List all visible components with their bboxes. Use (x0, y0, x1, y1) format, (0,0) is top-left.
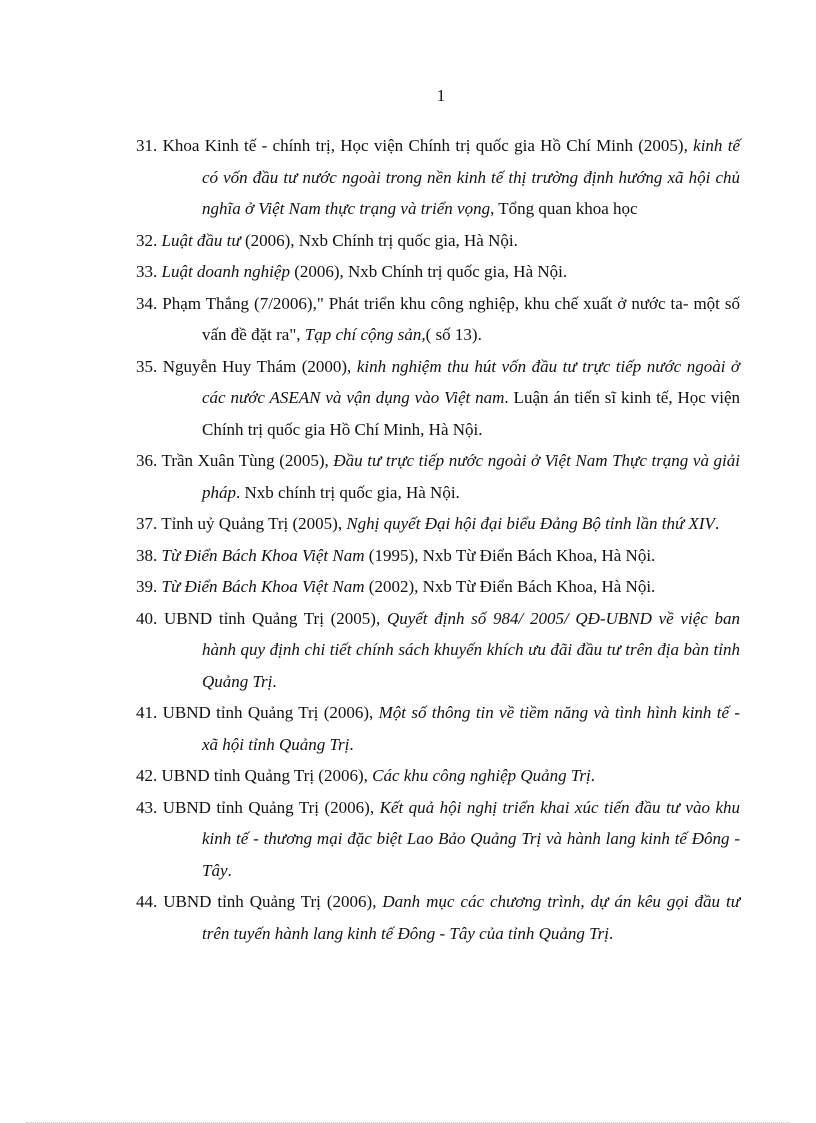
reference-text: UBND tỉnh Quảng Trị (2005), (163, 608, 387, 628)
reference-list (136, 130, 740, 949)
reference-text: . Nxb chính trị quốc gia, Hà Nội. (236, 482, 460, 502)
reference-text: (2006), Nxb Chính trị quốc gia, Hà Nội. (240, 230, 518, 250)
reference-title: Nghị quyết Đại hội đại biểu Đảng Bộ tỉnh lần thứ XIV (346, 514, 715, 533)
reference-title: Tạp chí cộng sản, (304, 325, 426, 344)
reference-text: . (714, 514, 720, 533)
reference-text: UBND tỉnh Quảng Trị (2006), (163, 892, 383, 911)
reference-text: . Luận án tiến sĩ kinh tế, Học viện Chính trị quốc gia Hồ Chí Minh, Hà Nội. (202, 388, 740, 439)
reference-item (136, 571, 740, 603)
reference-text: . (590, 766, 596, 785)
reference-number: 35. (136, 356, 158, 376)
reference-text: (1995), Nxb Từ Điển Bách Khoa, Hà Nội. (364, 545, 656, 565)
reference-item (136, 697, 740, 760)
reference-item (136, 288, 740, 351)
reference-number: 37. (136, 514, 158, 533)
reference-text: . (272, 671, 277, 691)
reference-item (136, 225, 740, 257)
reference-number: 38. (136, 545, 158, 565)
reference-title: Đầu tư trực tiếp nước ngoài ở Việt Nam Thực trạng và giải pháp (202, 451, 740, 502)
reference-item (136, 540, 740, 572)
reference-number: 41. (136, 703, 158, 722)
reference-text: UBND tỉnh Quảng Trị (2006), (161, 766, 373, 785)
reference-number: 43. (136, 797, 158, 817)
reference-title: Danh mục các chương trình, dự án kêu gọi đầu tư trên tuyến hành lang kinh tế Đông - Tây của tỉnh Quảng Trị (202, 892, 740, 943)
reference-item (136, 886, 740, 949)
reference-number: 31. (136, 136, 158, 155)
reference-text: . (349, 734, 354, 754)
reference-title: Kết quả hội nghị triển khai xúc tiến đầu tư vào khu kinh tế - thương mại đặc biệt Lao Bảo Quảng Trị và hành lang kinh tế Đông - Tây (202, 797, 741, 880)
reference-number: 42. (136, 766, 158, 785)
reference-title: Luật doanh nghiệp (161, 262, 290, 281)
reference-title: Luật đầu tư (161, 230, 241, 250)
reference-number: 34. (136, 293, 158, 313)
reference-title: Quyết định số 984/ 2005/ QĐ-UBND về việc ban hành quy định chi tiết chính sách khuyến khích ưu đãi đầu tư trên địa bàn tỉnh Quảng Trị (202, 608, 740, 691)
reference-title: kinh nghiệm thu hút vốn đầu tư trực tiếp nước ngoài ở các nước ASEAN và vận dụng vào Việt nam (202, 356, 741, 407)
reference-text: Phạm Thắng (7/2006)," Phát triển khu công nghiệp, khu chế xuất ở nước ta- một số vấn đề đặt ra", (162, 293, 740, 344)
reference-text: Tỉnh uỷ Quảng Trị (2005), (161, 514, 347, 533)
reference-number: 32. (136, 230, 158, 250)
reference-text: . (227, 860, 232, 880)
reference-text: UBND tỉnh Quảng Trị (2006), (162, 703, 379, 722)
reference-item (136, 445, 740, 508)
reference-number: 36. (136, 451, 158, 470)
reference-text: Khoa Kinh tế - chính trị, Học viện Chính trị quốc gia Hồ Chí Minh (2005), (162, 136, 694, 155)
reference-item (136, 792, 740, 887)
reference-item (136, 130, 740, 225)
reference-number: 44. (136, 892, 158, 911)
reference-number: 40. (136, 608, 158, 628)
reference-text: Nguyễn Huy Thám (2000), (162, 356, 357, 376)
reference-text: (2006), Nxb Chính trị quốc gia, Hà Nội. (289, 262, 568, 281)
reference-text: , Tổng quan khoa học (490, 199, 638, 218)
page-number: 1 (436, 86, 446, 105)
reference-item (136, 256, 740, 288)
reference-number: 33. (136, 262, 158, 281)
reference-title: Các khu công nghiệp Quảng Trị (372, 766, 591, 785)
reference-title: Từ Điển Bách Khoa Việt Nam (161, 577, 365, 596)
reference-title: kinh tế có vốn đầu tư nước ngoài trong nền kinh tế thị trường định hướng xã hội chủ nghĩa ở Việt Nam thực trạng và triển vọng (202, 136, 740, 218)
reference-item (136, 760, 740, 792)
reference-text: ( số 13). (425, 325, 482, 344)
reference-item (136, 351, 740, 446)
reference-item (136, 508, 740, 540)
reference-text: Trần Xuân Tùng (2005), (161, 451, 334, 470)
reference-text: (2002), Nxb Từ Điển Bách Khoa, Hà Nội. (364, 577, 656, 596)
reference-text: UBND tỉnh Quảng Trị (2006), (162, 797, 380, 817)
reference-text: . (609, 923, 614, 943)
reference-number: 39. (136, 577, 158, 596)
reference-title: Từ Điển Bách Khoa Việt Nam (161, 545, 365, 565)
reference-item (136, 603, 740, 698)
reference-title: Một số thông tin về tiềm năng và tình hình kinh tế - xã hội tỉnh Quảng Trị (202, 703, 741, 754)
